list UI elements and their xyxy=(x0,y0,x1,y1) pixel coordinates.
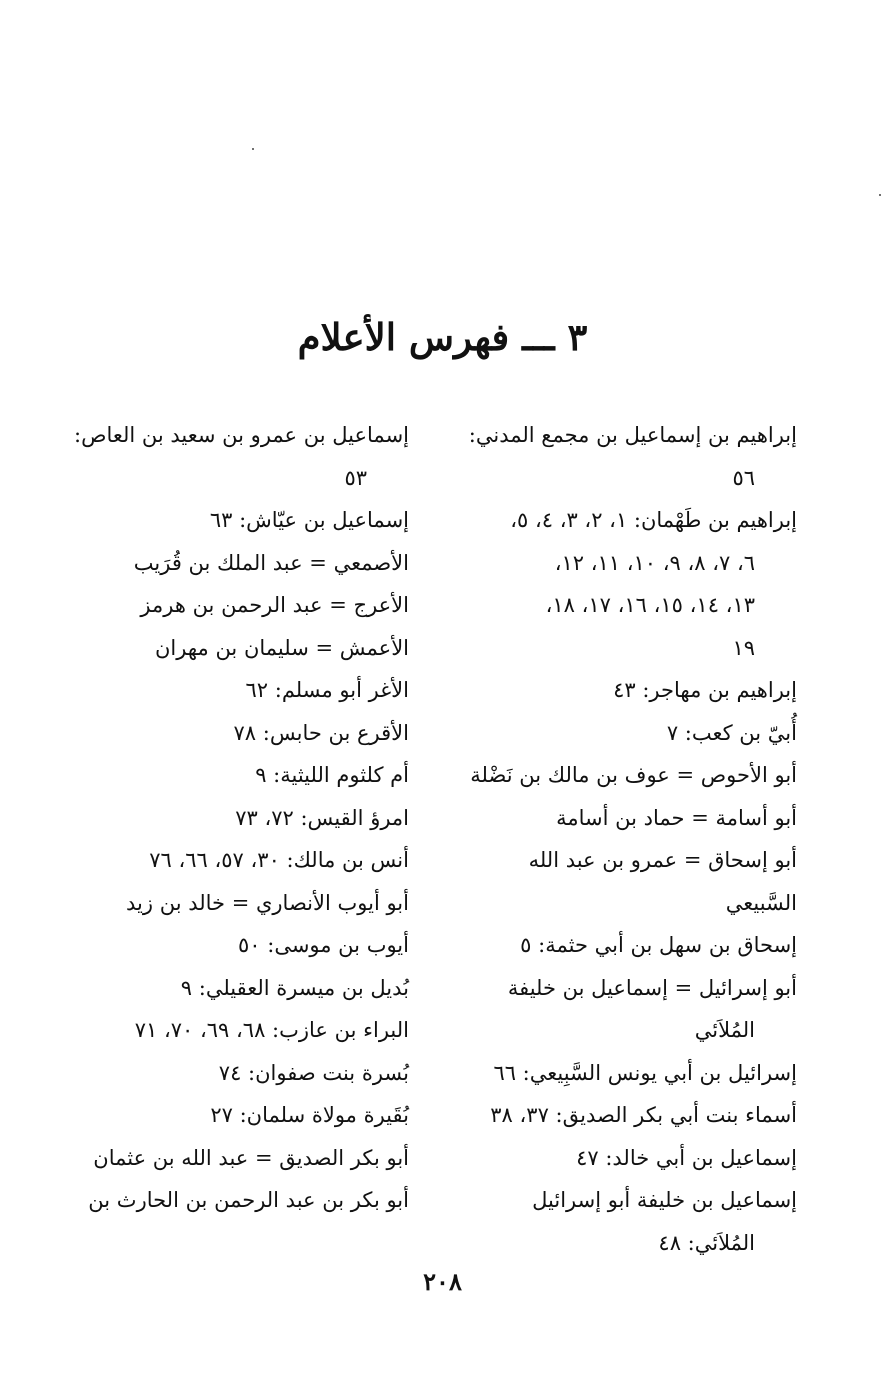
index-entry-text: أبو إسرائيل = إسماعيل بن خليفة xyxy=(507,975,797,1000)
page-speck xyxy=(879,194,881,196)
index-entry-continuation: ١٩ xyxy=(732,635,755,660)
index-entry-text: أبو أسامة = حماد بن أسامة xyxy=(556,805,797,830)
index-entry-text: إسماعيل بن أبي خالد: ٤٧ xyxy=(576,1145,797,1170)
index-entry-text: امرؤ القيس: ٧٢، ٧٣ xyxy=(235,805,409,830)
index-entry xyxy=(67,882,409,925)
index-entry-text: إسماعيل بن عمرو بن سعيد بن العاص: xyxy=(74,423,409,447)
index-entry-text: أنس بن مالك: ٣٠، ٥٧، ٦٦، ٧٦ xyxy=(149,848,409,872)
index-entry-text: أُبيّ بن كعب: ٧ xyxy=(666,720,797,745)
index-entry-text: إسرائيل بن أبي يونس السَّبِيعي: ٦٦ xyxy=(493,1060,797,1085)
index-entry xyxy=(452,1052,797,1095)
index-entry-text: البراء بن عازب: ٦٨، ٦٩، ٧٠، ٧١ xyxy=(134,1018,409,1042)
index-entry-text: الأغر أبو مسلم: ٦٢ xyxy=(245,678,409,702)
index-entry-continuation: ٥٦ xyxy=(732,465,755,490)
page-title: ٣ ـــ فهرس الأعلام xyxy=(297,315,588,359)
index-entry xyxy=(67,1052,409,1095)
index-entry xyxy=(452,499,797,669)
index-entry-text: إبراهيم بن إسماعيل بن مجمع المدني: xyxy=(468,423,797,447)
index-entry xyxy=(67,797,409,840)
index-entry xyxy=(67,414,409,499)
index-entry xyxy=(452,414,797,499)
index-entry-text: بُقَيرة مولاة سلمان: ٢٧ xyxy=(210,1103,409,1127)
page-speck xyxy=(252,148,254,150)
index-entry-text: أبو أيوب الأنصاري = خالد بن زيد xyxy=(126,890,409,915)
index-entry xyxy=(452,1137,797,1180)
index-column-right xyxy=(452,414,797,1264)
index-entry xyxy=(67,839,409,882)
index-entry-text: بُديل بن ميسرة العقيلي: ٩ xyxy=(180,975,409,1000)
index-entry-text: أيوب بن موسى: ٥٠ xyxy=(238,933,409,957)
index-entry-text: إبراهيم بن مهاجر: ٤٣ xyxy=(613,678,797,702)
index-entry xyxy=(67,669,409,712)
index-entry xyxy=(452,967,797,1052)
index-column-left xyxy=(67,414,409,1222)
index-entry xyxy=(452,1179,797,1264)
index-entry-text: أبو بكر بن عبد الرحمن بن الحارث بن xyxy=(88,1188,409,1212)
index-entry-text: أبو إسحاق = عمرو بن عبد الله السَّبيعي xyxy=(528,848,797,915)
index-entry-text: أبو الأحوص = عوف بن مالك بن نَضْلة xyxy=(470,763,797,787)
index-entry xyxy=(67,1009,409,1052)
index-entry-continuation: المُلاَئي xyxy=(694,1018,755,1042)
index-entry xyxy=(452,1094,797,1137)
index-entry-text: أسماء بنت أبي بكر الصديق: ٣٧، ٣٨ xyxy=(490,1103,797,1127)
index-entry xyxy=(452,669,797,712)
index-entry-text: الأصمعي = عبد الملك بن قُرَيب xyxy=(133,550,409,575)
index-entry xyxy=(67,712,409,755)
index-entry-text: الأعمش = سليمان بن مهران xyxy=(155,635,409,660)
index-entry-text: الأقرع بن حابس: ٧٨ xyxy=(233,720,409,745)
index-entry-text: أبو بكر الصديق = عبد الله بن عثمان xyxy=(93,1145,409,1170)
index-entry xyxy=(67,1094,409,1137)
index-entry-text: الأعرج = عبد الرحمن بن هرمز xyxy=(140,593,409,617)
index-entry-continuation: ٥٣ xyxy=(344,465,367,490)
index-entry xyxy=(67,924,409,967)
index-entry xyxy=(67,627,409,670)
page-number: ٢٠٨ xyxy=(423,1267,462,1296)
index-entry-continuation: المُلاَئي: ٤٨ xyxy=(658,1230,755,1255)
index-entry-continuation: ٦، ٧، ٨، ٩، ١٠، ١١، ١٢، xyxy=(554,550,755,575)
index-entry-text: بُسرة بنت صفوان: ٧٤ xyxy=(218,1060,409,1085)
index-entry-text: أم كلثوم الليثية: ٩ xyxy=(255,763,409,787)
index-entry-text: إبراهيم بن طَهْمان: ١، ٢، ٣، ٤، ٥، xyxy=(510,508,797,532)
index-entry-text: إسحاق بن سهل بن أبي حثمة: ٥ xyxy=(520,933,797,957)
index-entry xyxy=(67,967,409,1010)
index-entry xyxy=(67,1179,409,1222)
index-entry xyxy=(67,1137,409,1180)
index-entry xyxy=(67,499,409,542)
index-entry xyxy=(67,584,409,627)
index-entry xyxy=(452,712,797,755)
index-entry xyxy=(452,924,797,967)
index-entry-text: إسماعيل بن خليفة أبو إسرائيل xyxy=(532,1188,797,1212)
index-entry xyxy=(452,797,797,840)
index-entry-text: إسماعيل بن عيّاش: ٦٣ xyxy=(209,508,409,532)
index-entry xyxy=(67,542,409,585)
index-entry xyxy=(452,754,797,797)
index-entry-continuation: ١٣، ١٤، ١٥، ١٦، ١٧، ١٨، xyxy=(545,593,755,617)
index-entry xyxy=(67,754,409,797)
index-entry xyxy=(452,839,797,924)
